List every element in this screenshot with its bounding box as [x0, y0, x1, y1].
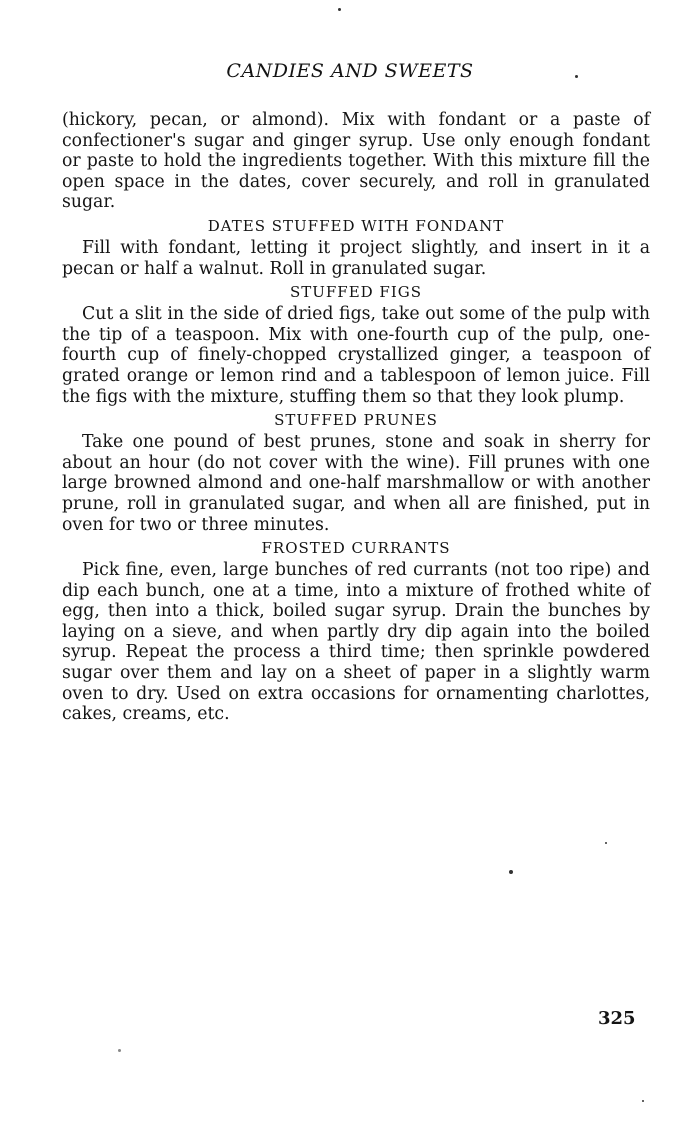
page-body [62, 110, 650, 725]
heading-frosted-currants: FROSTED CURRANTS [261, 539, 451, 558]
paragraph-stuffed-figs: Cut a slit in the side of dried figs, take out some of the pulp with the tip of a teaspoon. Mix with one-fourth cup of the pulp, one-fourth cup of finely-chopped crystallized ginger, a teaspoon of grated orange or lemon rind and a tablespoon of lemon juice. Fill the figs with the mixture, stuffing them so that they look plump. [62, 304, 650, 407]
scan-speck [338, 8, 341, 11]
scan-speck [642, 1100, 644, 1102]
heading-stuffed-figs: STUFFED FIGS [289, 283, 423, 302]
heading-dates-stuffed-with-fondant: DATES STUFFED WITH FONDANT [207, 216, 505, 235]
scan-speck [509, 870, 513, 874]
paragraph-frosted-currants: Pick fine, even, large bunches of red currants (not too ripe) and dip each bunch, one at a time, into a mixture of frothed white of egg, then into a thick, boiled sugar syrup. Drain the bunches by laying on a sieve, and when partly dry dip again into the boiled syrup. Repeat the process a third time; then sprinkle powdered sugar over them and lay on a sheet of paper in a slightly warm oven to dry. Used on extra occasions for ornamenting charlottes, cakes, creams, etc. [62, 560, 650, 725]
page-number: 325 [598, 1008, 636, 1029]
scan-speck [605, 842, 607, 844]
scan-speck [118, 1049, 121, 1052]
paragraph-dates-stuffed-with-fondant: Fill with fondant, letting it project slightly, and insert in it a pecan or half a walnut. Roll in granulated sugar. [62, 237, 650, 279]
running-head: CANDIES AND SWEETS [226, 60, 474, 82]
paragraph-stuffed-prunes: Take one pound of best prunes, stone and soak in sherry for about an hour (do not cover with the wine). Fill prunes with one large browned almond and one-half marshmallow or with another prune, roll in granulated sugar, and when all are finished, put in oven for two or three minutes. [62, 432, 650, 535]
scan-speck [575, 75, 578, 78]
heading-stuffed-prunes: STUFFED PRUNES [274, 411, 438, 430]
continued-paragraph: (hickory, pecan, or almond). Mix with fondant or a paste of confectioner's sugar and ginger syrup. Use only enough fondant or paste to hold the ingredients together. With this mixture fill the open space in the dates, cover securely, and roll in granulated sugar. [62, 110, 650, 213]
